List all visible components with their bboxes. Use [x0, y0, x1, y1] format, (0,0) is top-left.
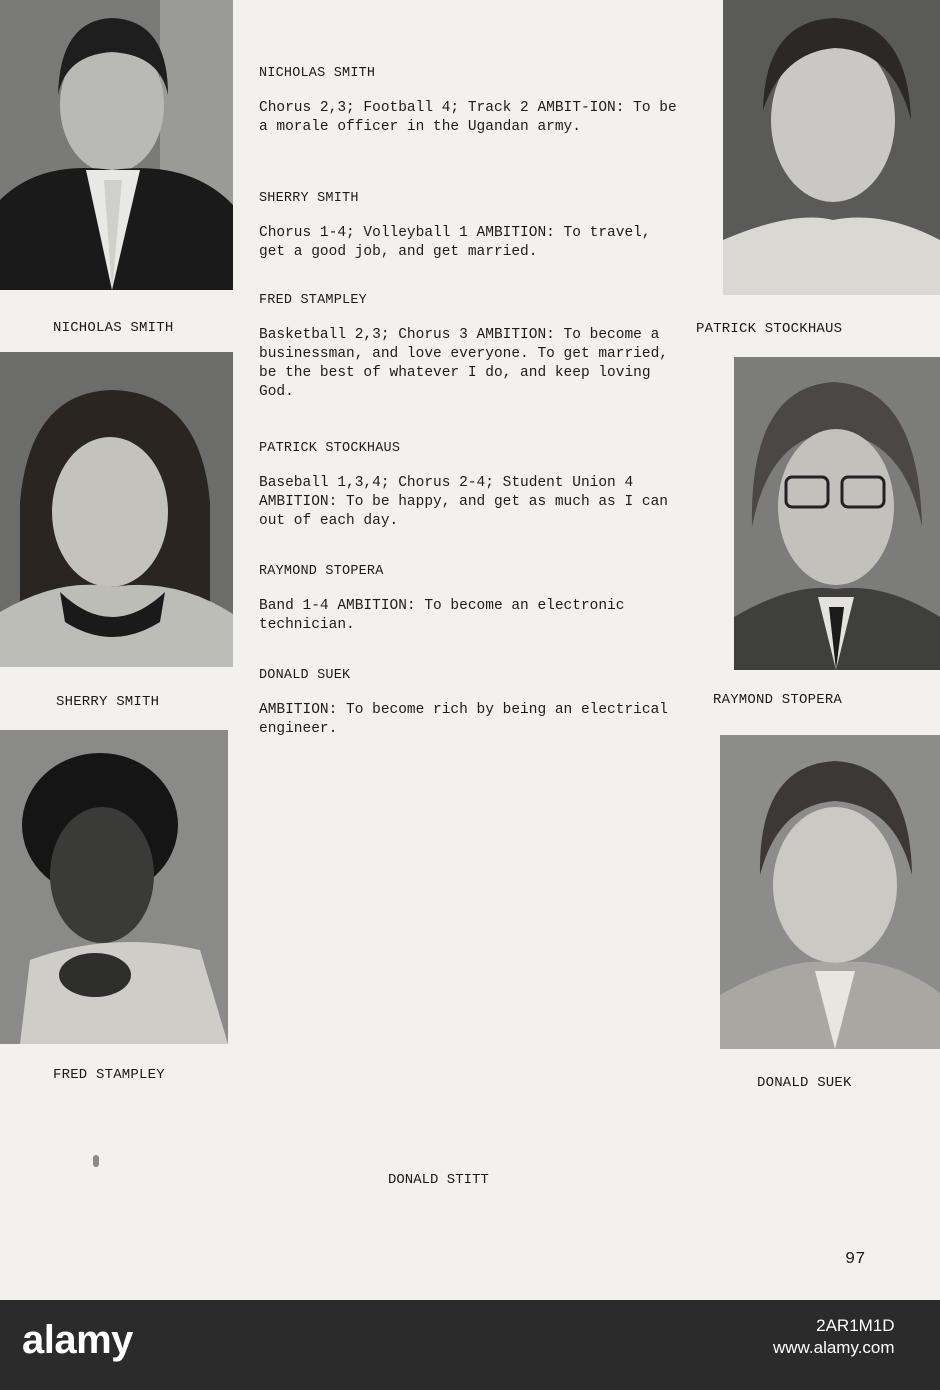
- entry-name: DONALD SUEK: [259, 668, 351, 683]
- entry-bio: Basketball 2,3; Chorus 3 AMBITION: To become a businessman, and love everyone. To get married, be the best of whatever I do, and keep loving God.: [259, 327, 668, 400]
- caption-fred-stampley: FRED STAMPLEY: [53, 1067, 165, 1083]
- portrait-photo-sherry-smith: [0, 352, 233, 667]
- entry-bio: Band 1-4 AMBITION: To become an electronic technician.: [259, 598, 625, 633]
- entry-donald-suek: [259, 668, 699, 739]
- entry-name: FRED STAMPLEY: [259, 293, 367, 308]
- entry-fred-stampley: [259, 293, 699, 402]
- caption-patrick-stockhaus: PATRICK STOCKHAUS: [696, 321, 843, 337]
- entry-bio: Baseball 1,3,4; Chorus 2-4; Student Union 4 AMBITION: To be happy, and get as much as I can out of each day.: [259, 475, 668, 529]
- entry-name: RAYMOND STOPERA: [259, 564, 384, 579]
- entry-bio: AMBITION: To become rich by being an electrical engineer.: [259, 702, 668, 737]
- entry-bio: Chorus 1-4; Volleyball 1 AMBITION: To travel, get a good job, and get married.: [259, 225, 651, 260]
- entry-patrick-stockhaus: [259, 441, 699, 531]
- caption-donald-suek: DONALD SUEK: [757, 1075, 852, 1091]
- portrait-photo-patrick-stockhaus: [723, 0, 940, 295]
- portrait-photo-raymond-stopera: [734, 357, 940, 670]
- entry-sherry-smith: [259, 191, 699, 262]
- portrait-photo-fred-stampley: [0, 730, 228, 1044]
- ink-speck: [93, 1155, 99, 1167]
- entry-name: PATRICK STOCKHAUS: [259, 441, 401, 456]
- page-number: 97: [845, 1250, 866, 1269]
- caption-nicholas-smith: NICHOLAS SMITH: [53, 320, 174, 336]
- entry-bio: Chorus 2,3; Football 4; Track 2 AMBIT-ION: To be a morale officer in the Ugandan army.: [259, 100, 677, 135]
- watermark-image-id: 2AR1M1D: [816, 1316, 895, 1335]
- entry-name: NICHOLAS SMITH: [259, 66, 376, 81]
- portrait-photo-donald-suek: [720, 735, 940, 1049]
- caption-sherry-smith: SHERRY SMITH: [56, 694, 160, 710]
- watermark-url: www.alamy.com: [773, 1338, 895, 1357]
- portrait-photo-nicholas-smith: [0, 0, 233, 290]
- entry-raymond-stopera: [259, 564, 699, 635]
- watermark-logo: alamy: [22, 1318, 133, 1362]
- caption-raymond-stopera: RAYMOND STOPERA: [713, 692, 843, 708]
- watermark-info: [773, 1315, 895, 1359]
- footer-name: DONALD STITT: [388, 1172, 489, 1188]
- entry-name: SHERRY SMITH: [259, 191, 359, 206]
- entry-nicholas-smith: [259, 66, 699, 137]
